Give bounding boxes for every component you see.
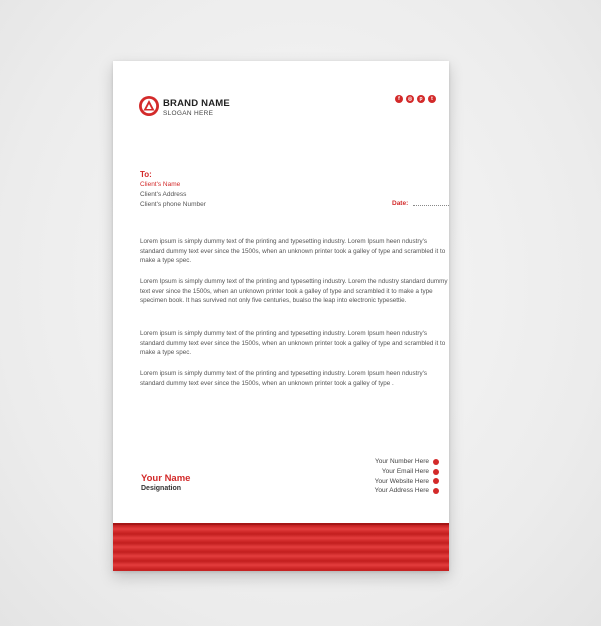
contact-list <box>375 457 439 496</box>
letterhead-page <box>113 61 449 571</box>
body-paragraph-1: Lorem ipsum is simply dummy text of the printing and typesetting industry. Lorem Ipsum heen ndustry's standard dummy text ever since the 1500s, when an unknown printer took a galley of type and scrambled it to make a type spec. <box>140 238 446 264</box>
phone-icon <box>433 459 439 465</box>
client-name: Client's Name <box>140 181 181 188</box>
contact-phone <box>375 457 439 467</box>
body-paragraph-2: Lorem Ipsum is simply dummy text of the printing and typesetting industry. Lorem the ndustry standard dummy text ever since the 1500s, when an unknown printer took a galley of type and scrambled it to make a type specimen book. It has survived not only five centuries, bualso the leap into electronic typesettie. <box>140 278 448 304</box>
body-paragraph-3: Lorem ipsum is simply dummy text of the printing and typesetting industry. Lorem Ipsum heen ndustry's standard dummy text ever since the 1500s, when an unknown printer took a galley of type and scrambled it to make a type spec. <box>140 330 446 356</box>
signatory-name: Your Name <box>141 473 191 484</box>
globe-icon <box>433 478 439 484</box>
pinterest-icon[interactable]: p <box>417 95 425 103</box>
facebook-icon[interactable]: f <box>395 95 403 103</box>
brand-name: BRAND NAME <box>163 98 230 109</box>
date-line <box>413 205 449 206</box>
contact-phone-text: Your Number Here <box>375 458 429 466</box>
contact-email-text: Your Email Here <box>381 468 429 476</box>
location-icon <box>433 488 439 494</box>
contact-website <box>375 476 439 486</box>
instagram-icon[interactable]: ◎ <box>407 96 413 102</box>
twitter-icon[interactable]: t <box>428 95 436 103</box>
body-paragraph-4: Lorem ipsum is simply dummy text of the printing and typesetting industry. Lorem Ipsum heen ndustry's standard dummy text ever since the 1500s, when an unknown printer took a galley of type . <box>140 370 428 387</box>
brand-slogan: SLOGAN HERE <box>163 110 214 117</box>
brand-logo-icon <box>138 95 160 117</box>
footer-band <box>113 525 449 571</box>
date-label: Date: <box>392 200 409 207</box>
to-label: To: <box>140 170 152 179</box>
contact-address-text: Your Address Here <box>374 487 429 495</box>
email-icon <box>433 469 439 475</box>
social-icons <box>395 95 436 103</box>
signatory-designation: Designation <box>141 485 182 492</box>
contact-address <box>375 486 439 496</box>
contact-website-text: Your Website Here <box>374 477 429 485</box>
contact-email <box>375 467 439 477</box>
client-phone: Client's phone Number <box>140 201 206 208</box>
client-address: Client's Address <box>140 191 187 198</box>
